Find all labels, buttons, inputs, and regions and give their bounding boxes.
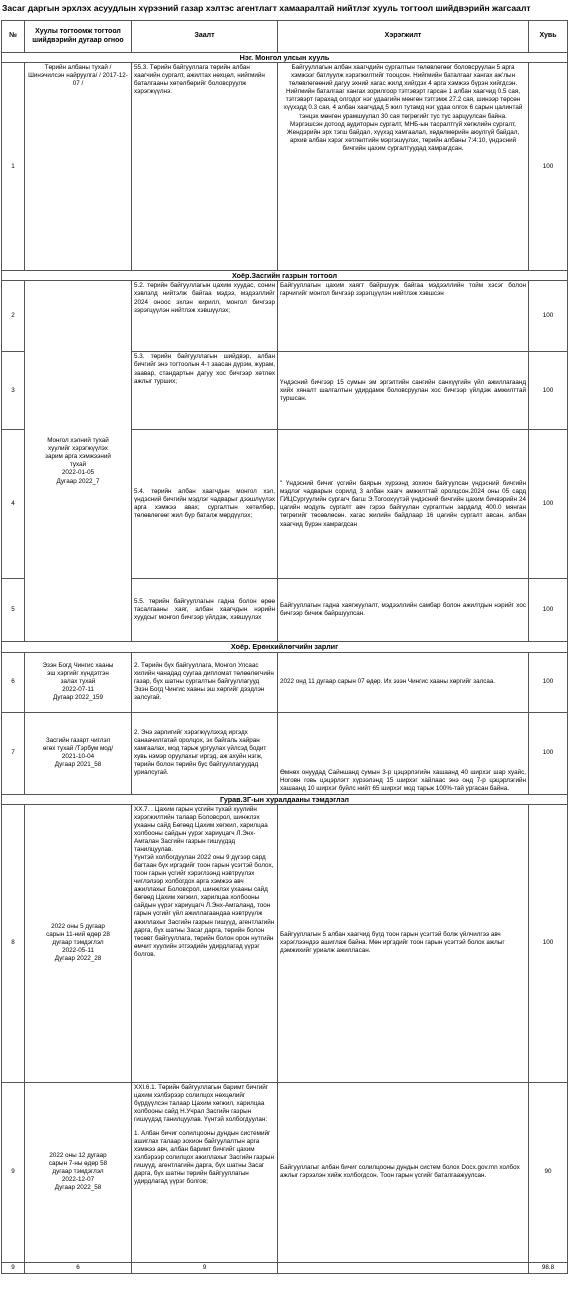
section-heading xyxy=(2,794,568,804)
laws-table xyxy=(1,20,568,1274)
law-line: залах тухай xyxy=(60,678,96,686)
footer-count-3: 9 xyxy=(132,1262,278,1273)
article-cell xyxy=(132,804,278,1082)
law-line: Дугаар 2022_28 xyxy=(54,955,102,963)
footer-row xyxy=(2,1262,568,1273)
percent-cell: 100 xyxy=(529,652,568,712)
implementation-cell: Үндэсний бичгээр 15 сумын эм эргэлтийн сангийн санхүүгийн үйл ажиллагаанд хийх хяналт шалгалтын удирдамж боловсруулан хос бичгээр үйлдэж амжилттай туршсан. xyxy=(278,352,529,430)
table-row xyxy=(2,712,568,794)
article-cell: 5.4. төрийн албан хаагчдын монгол хэл, үндэсний бичгийн мэдлэг чадварыг дээшлүүлэх арга хэмжээ авах; сургалтын хөтөлбөр, төлөвлөгөөг жил бүр баталж мөрдүүлэх; xyxy=(132,430,278,579)
implementation-cell: Өмнөх онуудад Сайншанд сумын 3-р цэцэрлэгийн хашаанд 40 ширхэг шар хуайс, Ноговн говь цэцэрлэгт хүрээлэнд 15 ширхэг хайлаас энэ онд 7-р цэцэрлэгийн хашаанд 10 ширхэг буйлс нийт 65 ширхэг мод тарьж 100%-тай ургасан байна. xyxy=(278,712,529,794)
implementation-cell: 2022 онд 11 дугаар сарын 07 өдөр. Их эзэн Чингис хааны хөргийг залсаа. xyxy=(278,652,529,712)
percent-cell: 100 xyxy=(529,712,568,794)
law-cell xyxy=(25,712,132,794)
law-line: тухай xyxy=(69,461,87,469)
law-cell xyxy=(25,652,132,712)
row-number: 3 xyxy=(2,352,25,430)
table-row xyxy=(2,652,568,712)
law-line: Дугаар 2022_159 xyxy=(53,694,103,702)
section-2-title: Хоёр.Засгийн газрын тогтоол xyxy=(2,271,568,281)
footer-count-2: 6 xyxy=(25,1262,132,1273)
percent-cell: 100 xyxy=(529,63,568,271)
implementation-cell: Байгууллагын цахим хаягт байршууж байгаа мэдээллийн тойм хэсэг болон гарчигийг монгол бичгээр зэрэгцүүлэн нийтлэж хэвшсэн xyxy=(278,281,529,352)
row-number: 1 xyxy=(2,63,25,271)
law-line: эш хэргийг хүндэтгэн xyxy=(47,670,109,678)
law-line: 2022 оны 12 дугаар xyxy=(49,1152,107,1160)
header-law: Хуулы тогтоомж тогтоол шийдвэрийн дугаар огноо xyxy=(25,21,132,53)
law-line: 2021-10-04 xyxy=(61,753,95,761)
article-paragraph: XX.7. . Цахим гарын үсгийн тухай хуулийн хэрэгжилтийн талаар Боловсрол, шинжлэх ухааны сайд Бөгөөд Цахим хөгжил, харилцаа холбооны сайдын үүрэг хариуцагч Л.Энх-Амгалан Засгийн газрын гишүүдэд танилцуулав. xyxy=(134,805,268,854)
header-row xyxy=(2,21,568,53)
row-number: 2 xyxy=(2,281,25,352)
law-line: 2022 оны 5 дугаар xyxy=(51,923,105,931)
section-heading xyxy=(2,642,568,652)
article-cell: 5.3. төрийн байгууллагын шийдвэр, албан бичгийг энэ тогтоолын 4-т заасан дүрэм, журам, заавар, стандартын дагуу хос бичгээр хөтлөх ажлыг турших; xyxy=(132,352,278,430)
law-line: хуулийг хэрэгжүүлэх xyxy=(48,445,108,453)
law-line: сарын 11-ний өдөр 28 xyxy=(46,931,110,939)
header-no: № xyxy=(2,21,25,53)
footer-empty xyxy=(278,1262,529,1273)
implementation-paragraph: Мэргэшсэн дотоод аудиторын сургалт, МНБ-ын тасралтгүй хөгжлийн сургалт, Жендэрийн эрх тэгш байдал, хүүхэд хамгаалал, хөдөлмөрийн аюулгүй байдал, архив албан хэрэг хөтлөлтийн мэргэшүүлэх, төрийн албаны 7:4:10, үндэсний бичгийн цахим сургалтуудад хамрагдсан. xyxy=(286,120,520,152)
law-line: Монгол хэлний тухай xyxy=(47,437,109,445)
article-paragraph: XXI.6.1. Төрийн байгууллагын баримт бичгийг цахим хэлбэрээр солилцох нөхцөлийг бүрдүүлсэн талаар Цахим хөгжил, харилцаа холбооны сайд Н.Учрал Засгийн газрын гишүүдэд танилцуулав. Үүнтэй холбогдуулан: xyxy=(134,1083,269,1124)
percent-cell: 100 xyxy=(529,352,568,430)
law-cell xyxy=(25,804,132,1082)
section-4-title: Гурав.ЗГ-ын хуралдааны тэмдэглэл xyxy=(2,794,568,804)
law-line: дугаар тэмдэглэл xyxy=(52,939,104,947)
table-row xyxy=(2,63,568,271)
header-article: Заалт xyxy=(132,21,278,53)
section-3-title: Хоёр. Ерөнхийлөгчийн зарлиг xyxy=(2,642,568,652)
implementation-cell: Байгууллагыг албан бичиг солилцооны дундын систем болох Docx.gov.mn холбох ажлыг гэрээлэн хийж холбогдсон. Тоон гарын үсгийг баталгаажуулсан. xyxy=(278,1082,529,1262)
section-heading xyxy=(2,271,568,281)
law-line: дугаар тэмдэглэл xyxy=(52,1168,104,1176)
percent-cell: 100 xyxy=(529,281,568,352)
law-line: Дугаар 2022_58 xyxy=(54,1184,102,1192)
law-line: Засгийн газарт чиглэл xyxy=(45,737,111,745)
article-cell: 5.5. төрийн байгууллагын гадна болон өрөө тасалгааны хаяг, албан хаагчдын нэрийн хуудсыг монгол бичгээр үйлдэж, хэвшүүлэх xyxy=(132,579,278,642)
law-cell: Төрийн албаны тухай /Шинэчилсэн найруулга/ / 2017-12-07 / xyxy=(25,63,132,271)
implementation-cell: Байгууллагын 5 албан хаагчид бүгд тоон гарын үсэгтэй болж үйлчилгээ авч хэрэглээндээ ашиглаж байна. Мөн иргэдийг тоон гарын үсэгтэй болох ажлыг дэмжихийг уриалж ажилласан. xyxy=(278,804,529,1082)
section-1-title: Нэг. Монгол улсын хууль xyxy=(2,53,568,63)
row-number: 9 xyxy=(2,1082,25,1262)
law-line: 2022-12-07 xyxy=(61,1176,95,1184)
document-title: Засаг даргын эрхлэх асуудлын хүрээний газар хэлтэс агентлагт хамааралтай нийтлэг хууль тогтоол шийдвэрийн жагсаалт xyxy=(2,3,531,13)
row-number: 7 xyxy=(2,712,25,794)
article-cell: 5.2. төрийн байгууллагын цахим хуудас, сонин хэвлэлд нийтэлж байгаа мэдээ, мэдээллийг 2024 оноос эхлэн кирилл, монгол бичгээр зэрэгцүүлэн нийтлэж хэвшүүлэх; xyxy=(132,281,278,352)
header-percent: Хувь xyxy=(529,21,568,53)
table-row xyxy=(2,804,568,1082)
implementation-cell xyxy=(278,63,529,271)
article-cell: 55.3. Төрийн байгууллага төрийн албан хаагчийн сургалт, ажилтах нөхцөл, нийгмийн баталгааны хөтөлбөрийг боловсруулж хэрэгжүүлнэ. xyxy=(132,63,278,271)
header-implementation: Хэрэгжилт xyxy=(278,21,529,53)
law-line: 2022-05-11 xyxy=(62,947,94,955)
row-number: 8 xyxy=(2,804,25,1082)
implementation-paragraph: Байгууллагын албан хаагчдийн сургалтын төлөвлөгөөг боловсруулан 5 арга хэмжээг батлуулж хэрэгжилтийг тооцсон. Нийгмийн баталгааг хангах аж’лын төлөвлөгөөний дагуу эхний хагас жилд хийгдэх 4 арга хэмжээ бүрэн хийгдсэн. Нийгмийн баталгааг хангах зорилгоор тэтгэвэрт гарсан 1 албан хаагчид 0.5 сая, тэтгэвэрт гарахад олгодог нэг удаагийн мөнгөн тэтгэмж 27.2 сая, шинээр төрсөн хүүхэдд 0.3 сая, 4 албан хаагчдад 5 жил тутамд нэг удаа олгох 6 сарын цалинтай тэнцэх мөнгөн урамшуулал 30 сая төгрөгийг тус тус зарцуулсан байна. xyxy=(283,64,523,120)
law-line: 2022-07-11 xyxy=(62,686,94,694)
footer-count-1: 9 xyxy=(2,1262,25,1273)
law-line: Дугаар 2022_7 xyxy=(56,477,100,485)
percent-cell: 90 xyxy=(529,1082,568,1262)
section-heading xyxy=(2,53,568,63)
percent-cell: 100 xyxy=(529,430,568,579)
row-number: 6 xyxy=(2,652,25,712)
footer-average: 98.8 xyxy=(529,1262,568,1273)
law-line: Дугаар 2021_58 xyxy=(54,761,102,769)
implementation-cell: " Үндэсний бичиг үсгийн баярын хүрээнд зохион байгуулсан үндэсний бичгийн мэдлэг чадварын сорилд 3 албан хаагч амжилттай оролцсон.2024 оны 05 сард ГИЦСургуулийн сургагч багш Э.Тогоохүүтэй үндэсний бичгийн цахим бичвэрийн 24 цагийн модуль сургалт авч гэрээ байгуулан сургалтын зардалд 400.0 мянган төгрөгийг төсөвлөсөн. хагас жилийн байдлаар 16 цагийн сургалт авсан. албан хаагчид бүрэн хамрагдсан xyxy=(278,430,529,579)
article-cell xyxy=(132,1082,278,1262)
row-number: 4 xyxy=(2,430,25,579)
article-cell: 2. Энэ зарлигийг хэрэгжүүлэхэд иргэдх санаачилгатай оролцох, эх байгаль хайран хамгаалах, мод тарьж ургуулах үйлсэд бодит хувь нэмэр оруулахыг иргэд, аж ахуйн нэгж, төрийн болон төрийн бус байгууллагуудад уриалсугай. xyxy=(132,712,278,794)
table-row xyxy=(2,281,568,352)
law-line: зарим арга хэмжээний xyxy=(45,453,111,461)
percent-cell: 100 xyxy=(529,579,568,642)
percent-cell: 100 xyxy=(529,804,568,1082)
article-cell: 2. Төрийн бүх байгууллага, Монгол Улсаас хилийн чанадад суугаа дипломат төлөөлөгчийн газар, бүх шатны сургалтын байгууллагууд Эзэн Богд Чингис хааны эш хөргийг дээдлэн залсугай. xyxy=(132,652,278,712)
row-number: 5 xyxy=(2,579,25,642)
article-paragraph: 1. Албан бичиг солилцооны дундын системийг ашиглах талаар зохион байгуулалтын арга хэмжээ авч, албан баримт бичгийг цахим хэлбэрээр солилцох ажиллахыг Засгийн газрын гишүүд, агентлагийн дарга, бүх шатны Засаг дарга, бүх шатны төрийн байгууллагын удирдлагад үүрэг болгов; xyxy=(134,1130,274,1186)
law-cell xyxy=(25,281,132,642)
table-row xyxy=(2,1082,568,1262)
article-paragraph: Үүнтэй холбогдуулан 2022 оны 9 дүгээр сард багтаан бүх иргэдийг тоон гарын үсэгтэй болох, тоон гарын үсгийг хэрэглээнд нэвтрүүлэх чиглэлээр холбогдох арга хэмжээ авч ажиллахыг Боловсрол, шинжлэх ухааны сайд бөгөөд Цахим хөгжил, харилцаа холбооны сайдын үүрэг хариуцагч Л.Энх-Амгаланд, тоон гарын үсгийг үйл ажиллагаандаа нэвтрүүлж ажиллахыг Засгийн газрын гишүүд, агентлагийн дарга, бүх шатны Засаг дарга, төрийн болон төсөвт байгууллага, төрийн болон орон нутгийн өмчит хуулийн этгээдийн удирдлагад үүрэг болгов. xyxy=(134,854,275,958)
law-cell xyxy=(25,1082,132,1262)
law-line: Эзэн Богд Чингис хааны xyxy=(42,662,114,670)
law-line: сарын 7-ны өдөр 58 xyxy=(48,1160,108,1168)
law-line: 2022-01-05 xyxy=(61,469,95,477)
implementation-cell: Байгууллагын гадна хаягжуулалт, мэдээллийн самбар болон ажилтдын нэрийг хос бичгээр бичиж байршуулсан. xyxy=(278,579,529,642)
law-line: өгөх тухай /Тэрбум мод/ xyxy=(42,745,114,753)
